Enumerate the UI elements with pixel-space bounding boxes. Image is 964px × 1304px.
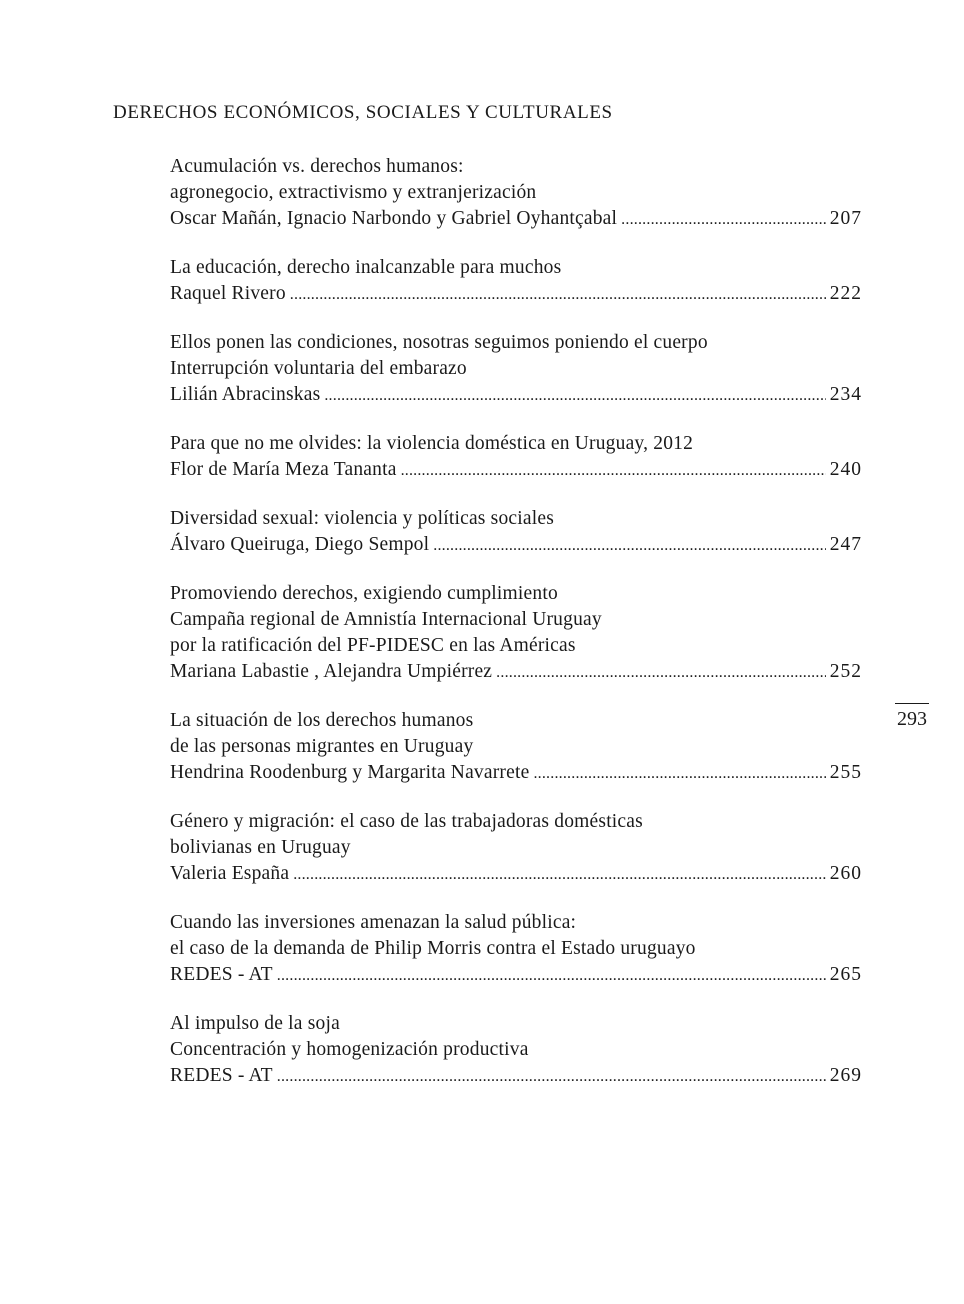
dot-leader — [277, 963, 826, 989]
entry-page-number: 207 — [829, 208, 862, 229]
toc-entry — [170, 581, 862, 685]
entry-page-number: 255 — [829, 762, 862, 783]
entry-author-line — [170, 962, 862, 988]
entry-title-line: Al impulso de la soja — [170, 1013, 340, 1034]
toc-entry — [170, 154, 862, 232]
entry-title-line: Campaña regional de Amnistía Internacional Uruguay — [170, 609, 602, 630]
dot-leader — [621, 207, 826, 233]
toc-entry — [170, 506, 862, 558]
entry-author: REDES - AT — [170, 1065, 273, 1086]
page-number: 293 — [895, 703, 929, 730]
entry-title-line: Concentración y homogenización productiva — [170, 1039, 529, 1060]
dot-leader — [401, 458, 826, 484]
entry-author-line — [170, 532, 862, 558]
toc-entry — [170, 330, 862, 408]
entry-page-number: 222 — [829, 283, 862, 304]
entry-page-number: 252 — [829, 661, 862, 682]
dot-leader — [533, 761, 825, 787]
entry-title-line: La situación de los derechos humanos — [170, 710, 474, 731]
entry-author: Valeria España — [170, 863, 290, 884]
toc-entry — [170, 910, 862, 988]
entry-page-number: 269 — [829, 1065, 862, 1086]
entry-author: Flor de María Meza Tananta — [170, 459, 397, 480]
entry-page-number: 234 — [829, 384, 862, 405]
entry-author: Raquel Rivero — [170, 283, 286, 304]
entry-title-line: Para que no me olvides: la violencia doméstica en Uruguay, 2012 — [170, 433, 694, 454]
entry-title-line: Promoviendo derechos, exigiendo cumplimiento — [170, 583, 558, 604]
entry-author: REDES - AT — [170, 964, 273, 985]
entry-page-number: 260 — [829, 863, 862, 884]
entry-page-number: 265 — [829, 964, 862, 985]
entry-author: Álvaro Queiruga, Diego Sempol — [170, 534, 430, 555]
entry-author: Oscar Mañán, Ignacio Narbondo y Gabriel Oyhantçabal — [170, 208, 618, 229]
entry-author-line — [170, 861, 862, 887]
dot-leader — [293, 862, 826, 888]
dot-leader — [277, 1064, 826, 1090]
section-title: DERECHOS ECONÓMICOS, SOCIALES Y CULTURALES — [113, 102, 613, 123]
entry-author-line — [170, 382, 862, 408]
entry-author-line — [170, 206, 862, 232]
entry-title-line: Cuando las inversiones amenazan la salud pública: — [170, 912, 577, 933]
dot-leader — [496, 660, 826, 686]
entry-title-line: por la ratificación del PF-PIDESC en las Américas — [170, 635, 576, 656]
entry-author-line — [170, 659, 862, 685]
entry-title-line: Género y migración: el caso de las trabajadoras domésticas — [170, 811, 643, 832]
table-of-contents — [170, 154, 862, 1112]
entry-title-line: agronegocio, extractivismo y extranjerización — [170, 182, 537, 203]
toc-entry — [170, 708, 862, 786]
toc-entry — [170, 431, 862, 483]
entry-title-line: Diversidad sexual: violencia y políticas sociales — [170, 508, 554, 529]
entry-author: Hendrina Roodenburg y Margarita Navarrete — [170, 762, 530, 783]
entry-title-line: el caso de la demanda de Philip Morris contra el Estado uruguayo — [170, 938, 696, 959]
entry-page-number: 247 — [829, 534, 862, 555]
entry-title-line: Interrupción voluntaria del embarazo — [170, 358, 467, 379]
entry-author-line — [170, 1063, 862, 1089]
dot-leader — [433, 533, 826, 559]
toc-entry — [170, 809, 862, 887]
entry-author: Mariana Labastie , Alejandra Umpiérrez — [170, 661, 493, 682]
entry-title-line: Acumulación vs. derechos humanos: — [170, 156, 464, 177]
entry-title-line: La educación, derecho inalcanzable para muchos — [170, 257, 562, 278]
toc-entry — [170, 255, 862, 307]
entry-author-line — [170, 281, 862, 307]
dot-leader — [290, 282, 826, 308]
entry-title-line: bolivianas en Uruguay — [170, 837, 351, 858]
entry-author-line — [170, 457, 862, 483]
entry-author: Lilián Abracinskas — [170, 384, 321, 405]
toc-entry — [170, 1011, 862, 1089]
entry-page-number: 240 — [829, 459, 862, 480]
entry-author-line — [170, 760, 862, 786]
dot-leader — [324, 383, 825, 409]
entry-title-line: de las personas migrantes en Uruguay — [170, 736, 474, 757]
entry-title-line: Ellos ponen las condiciones, nosotras seguimos poniendo el cuerpo — [170, 332, 708, 353]
